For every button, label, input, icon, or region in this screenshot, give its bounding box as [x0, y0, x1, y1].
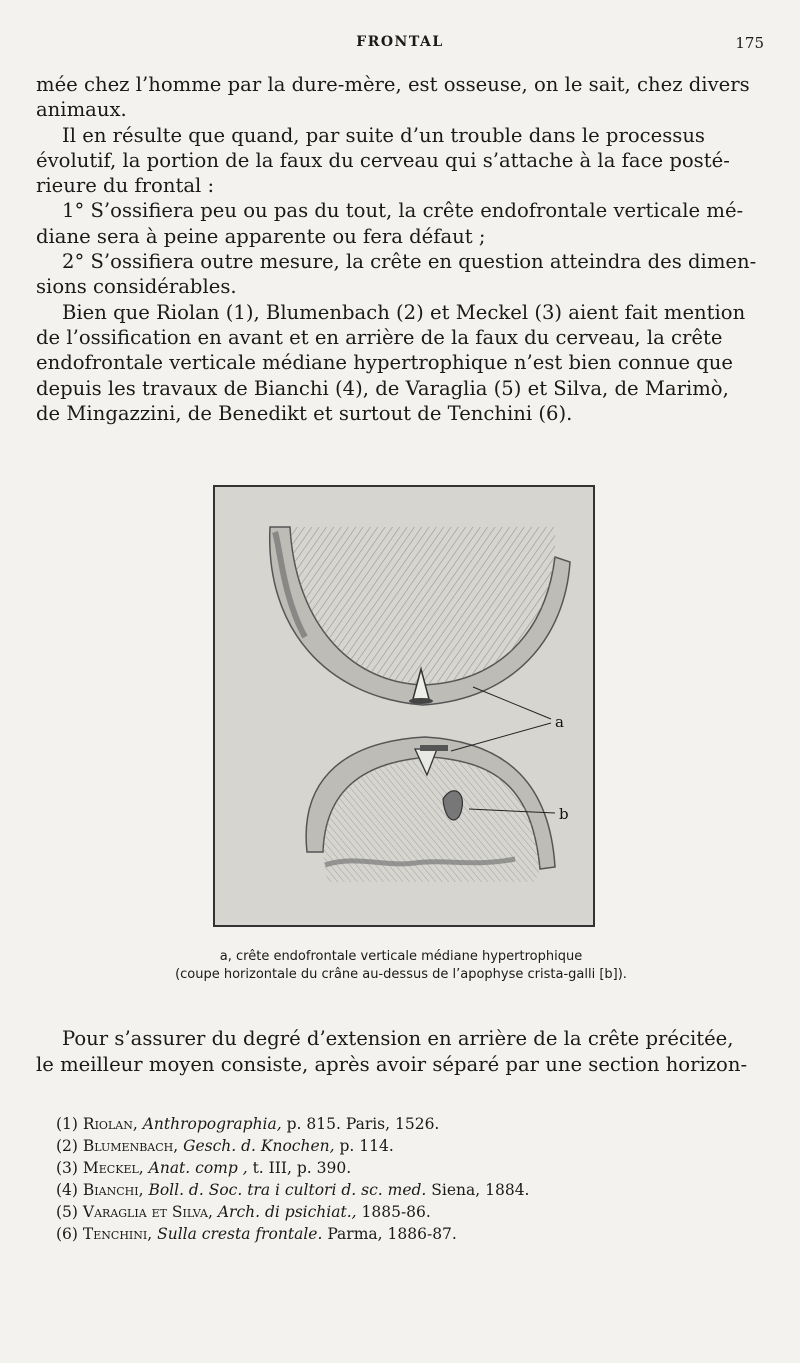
- body-text: [36, 72, 766, 426]
- footnote-details: 1885-86.: [361, 1203, 431, 1221]
- text-line: de Mingazzini, de Benedikt et surtout de Tenchini (6).: [36, 401, 573, 425]
- footnote-author: Varaglia et Silva,: [82, 1203, 213, 1221]
- skull-section-figure: [213, 485, 595, 927]
- text-line: rieure du frontal :: [36, 174, 215, 198]
- footnote-number: (3): [56, 1159, 78, 1177]
- text-line: de l’ossification en avant et en arrière de la faux du cerveau, la crête: [36, 325, 723, 349]
- text-line: Il en résulte que quand, par suite d’un trouble dans le processus: [62, 123, 705, 147]
- footnote-details: p. 114.: [339, 1137, 394, 1155]
- text-line: diane sera à peine apparente ou fera défaut ;: [36, 224, 486, 248]
- footnote-number: (4): [56, 1181, 78, 1199]
- footnote-author: Tenchini,: [82, 1225, 153, 1243]
- footnote-title: Anat. comp ,: [148, 1159, 248, 1177]
- footnote-number: (1): [56, 1115, 78, 1133]
- skull-section-illustration: [215, 487, 593, 925]
- text-line: animaux.: [36, 98, 127, 122]
- text-line: depuis les travaux de Bianchi (4), de Varaglia (5) et Silva, de Marimò,: [36, 376, 729, 400]
- footnote-title: Arch. di psichiat.,: [217, 1203, 357, 1221]
- footnote-details: t. III, p. 390.: [252, 1159, 352, 1177]
- footnote: [56, 1179, 756, 1201]
- footnote: [56, 1223, 756, 1245]
- footnote-author: Riolan,: [82, 1115, 138, 1133]
- footnote: [56, 1113, 756, 1135]
- footnote-number: (5): [56, 1203, 78, 1221]
- page-number: 175: [735, 34, 764, 52]
- footnote-title: Anthropographia,: [142, 1115, 282, 1133]
- figure-caption: [36, 948, 766, 984]
- text-line: 1° S’ossifiera peu ou pas du tout, la crête endofrontale verticale mé-: [62, 199, 744, 223]
- footnote: [56, 1201, 756, 1223]
- footnote-author: Blumenbach,: [82, 1137, 179, 1155]
- text-line: évolutif, la portion de la faux du cerveau qui s’attache à la face posté-: [36, 148, 730, 172]
- footnote-details: p. 815. Paris, 1526.: [286, 1115, 440, 1133]
- footnote: [56, 1135, 756, 1157]
- footnote-author: Bianchi,: [82, 1181, 144, 1199]
- page-header: [36, 34, 764, 56]
- footnote-details: Parma, 1886-87.: [327, 1225, 457, 1243]
- text-line: mée chez l’homme par la dure-mère, est osseuse, on le sait, chez divers: [36, 73, 750, 96]
- footnote-title: Gesch. d. Knochen,: [183, 1137, 335, 1155]
- caption-line: (coupe horizontale du crâne au-dessus de l’apophyse crista-galli [b]).: [175, 967, 627, 982]
- text-line: Bien que Riolan (1), Blumenbach (2) et Meckel (3) aient fait mention: [62, 300, 746, 324]
- text-line: endofrontale verticale médiane hypertrophique n’est bien connue que: [36, 351, 733, 375]
- text-line: le meilleur moyen consiste, après avoir séparé par une section horizon-: [36, 1052, 748, 1076]
- footnote-details: Siena, 1884.: [431, 1181, 530, 1199]
- text-line: sions considérables.: [36, 275, 237, 299]
- body-text-continued: [36, 1026, 766, 1077]
- footnote-title: Sulla cresta frontale.: [157, 1225, 323, 1243]
- footnote: [56, 1157, 756, 1179]
- footnote-title: Boll. d. Soc. tra i cultori d. sc. med.: [148, 1181, 427, 1199]
- footnote-number: (2): [56, 1137, 78, 1155]
- figure-label-b: b: [559, 805, 569, 823]
- text-line: Pour s’assurer du degré d’extension en arrière de la crête précitée,: [62, 1027, 734, 1050]
- figure-label-a: a: [555, 713, 564, 731]
- caption-line: a, crête endofrontale verticale médiane hypertrophique: [219, 949, 583, 964]
- running-head: FRONTAL: [356, 34, 444, 50]
- footnotes: [56, 1113, 756, 1245]
- footnote-number: (6): [56, 1225, 78, 1243]
- footnote-author: Meckel,: [82, 1159, 144, 1177]
- text-line: 2° S’ossifiera outre mesure, la crête en question atteindra des dimen-: [62, 250, 757, 274]
